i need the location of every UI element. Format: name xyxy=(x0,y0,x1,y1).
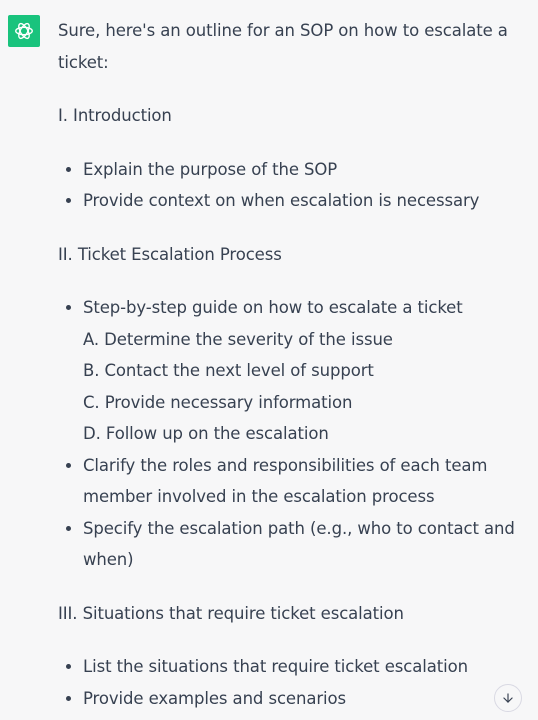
assistant-avatar xyxy=(8,15,40,47)
section-heading: I. Introduction xyxy=(58,106,172,125)
bullet-list xyxy=(58,292,518,576)
sub-list-item: A. Determine the severity of the issue xyxy=(83,329,393,349)
list-item: Provide context on when escalation is necessary xyxy=(58,185,518,217)
message-intro: Sure, here's an outline for an SOP on how to escalate a ticket: xyxy=(58,21,508,72)
section-heading: II. Ticket Escalation Process xyxy=(58,244,282,264)
list-item: Explain the purpose of the SOP xyxy=(58,154,518,186)
bullet-list xyxy=(58,154,518,217)
openai-logo-icon xyxy=(13,20,35,42)
section-heading: III. Situations that require ticket escalation xyxy=(58,603,404,623)
sub-list-item: C. Provide necessary information xyxy=(83,392,353,412)
list-item: Clarify the roles and responsibilities of each team member involved in the escalation process xyxy=(58,450,518,513)
list-item-text: Step-by-step guide on how to escalate a ticket xyxy=(83,298,463,317)
list-item: Specify the escalation path (e.g., who to contact and when) xyxy=(58,513,518,576)
list-item: List the situations that require ticket escalation xyxy=(58,651,518,683)
list-item: Provide examples and scenarios xyxy=(58,683,518,715)
assistant-message xyxy=(58,15,518,714)
list-item xyxy=(58,292,518,450)
scroll-to-bottom-button[interactable] xyxy=(494,684,522,712)
sub-list-item: B. Contact the next level of support xyxy=(83,361,374,380)
bullet-list xyxy=(58,651,518,714)
sub-list-item: D. Follow up on the escalation xyxy=(83,424,329,443)
arrow-down-icon xyxy=(501,691,515,705)
